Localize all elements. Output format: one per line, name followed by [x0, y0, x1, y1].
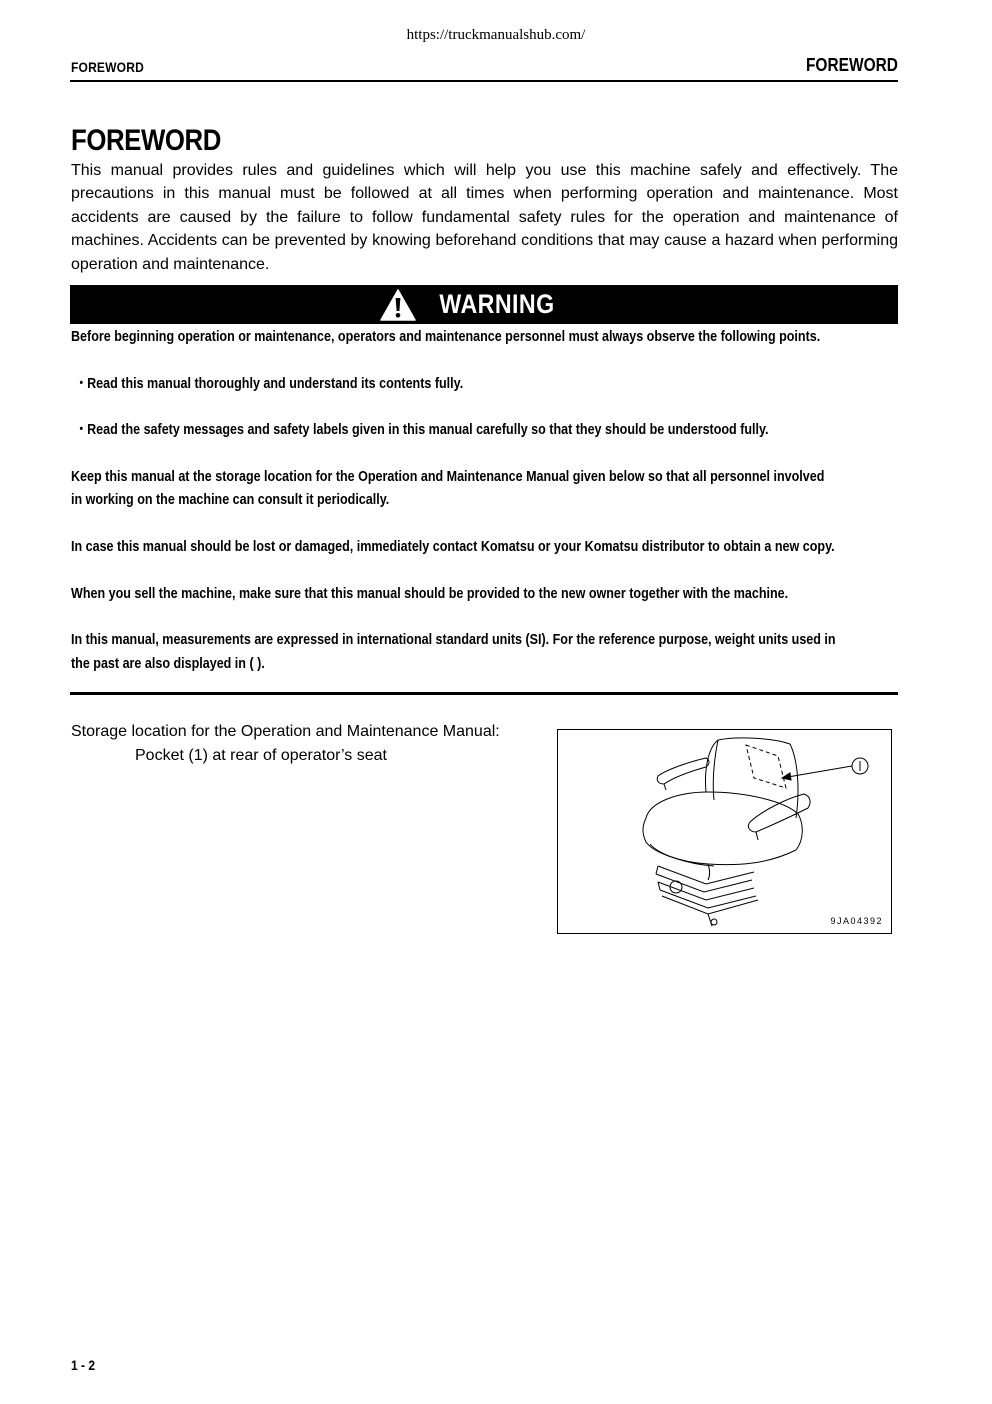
page-number: 1 - 2: [71, 1357, 96, 1373]
warning-keep-line-1: Keep this manual at the storage location for the Operation and Maintenance Manual given below so that all personnel involved: [71, 469, 825, 485]
warning-bullet-1: [75, 373, 463, 397]
header-section-title-right: FOREWORD: [805, 55, 898, 75]
bullet-symbol: ・: [75, 376, 88, 392]
operator-seat-illustration: [558, 730, 891, 933]
source-url: https://truckmanualshub.com/: [406, 27, 586, 43]
warning-label: WARNING: [439, 289, 555, 319]
bullet-text: Read this manual thoroughly and understand its contents fully.: [87, 376, 464, 392]
warning-sell: When you sell the machine, make sure that this manual should be provided to the new owner together with the machine.: [71, 586, 789, 602]
bullet-symbol: ・: [75, 422, 88, 438]
warning-lead: Before beginning operation or maintenance, operators and maintenance personnel must always observe the following points.: [71, 329, 821, 345]
storage-location-label: Storage location for the Operation and Maintenance Manual:: [71, 723, 500, 740]
warning-keep-line-2: in working on the machine can consult it periodically.: [71, 492, 390, 508]
bullet-text: Read the safety messages and safety labels given in this manual carefully so that they should be understood fully.: [87, 422, 769, 438]
warning-banner: [70, 285, 898, 324]
header-rule: [70, 80, 898, 82]
intro-paragraph: This manual provides rules and guidelines which will help you use this machine safely and effectively. The precautions in this manual must be followed at all times when performing operation and maintenance. Most accidents are caused by the failure to follow fundamental safety rules for the operation and maintenance of machines. Accidents can be prevented by knowing beforehand conditions that may cause a hazard when performing operation and maintenance.: [71, 162, 898, 273]
warning-units-line-1: In this manual, measurements are expressed in international standard units (SI). For the reference purpose, weight units used in: [71, 632, 836, 648]
seat-figure: [557, 729, 892, 934]
storage-location-detail: Pocket (1) at rear of operator’s seat: [135, 747, 387, 764]
warning-lost: In case this manual should be lost or damaged, immediately contact Komatsu or your Komatsu distributor to obtain a new copy.: [71, 539, 835, 555]
figure-code: 9JA04392: [830, 916, 883, 926]
warning-triangle-icon: [380, 289, 416, 321]
warning-end-rule: [70, 692, 898, 695]
warning-units-line-2: the past are also displayed in ( ).: [71, 656, 265, 672]
page-title: FOREWORD: [71, 124, 221, 157]
header-section-title-left: FOREWORD: [71, 59, 144, 75]
warning-bullet-2: [75, 419, 769, 443]
